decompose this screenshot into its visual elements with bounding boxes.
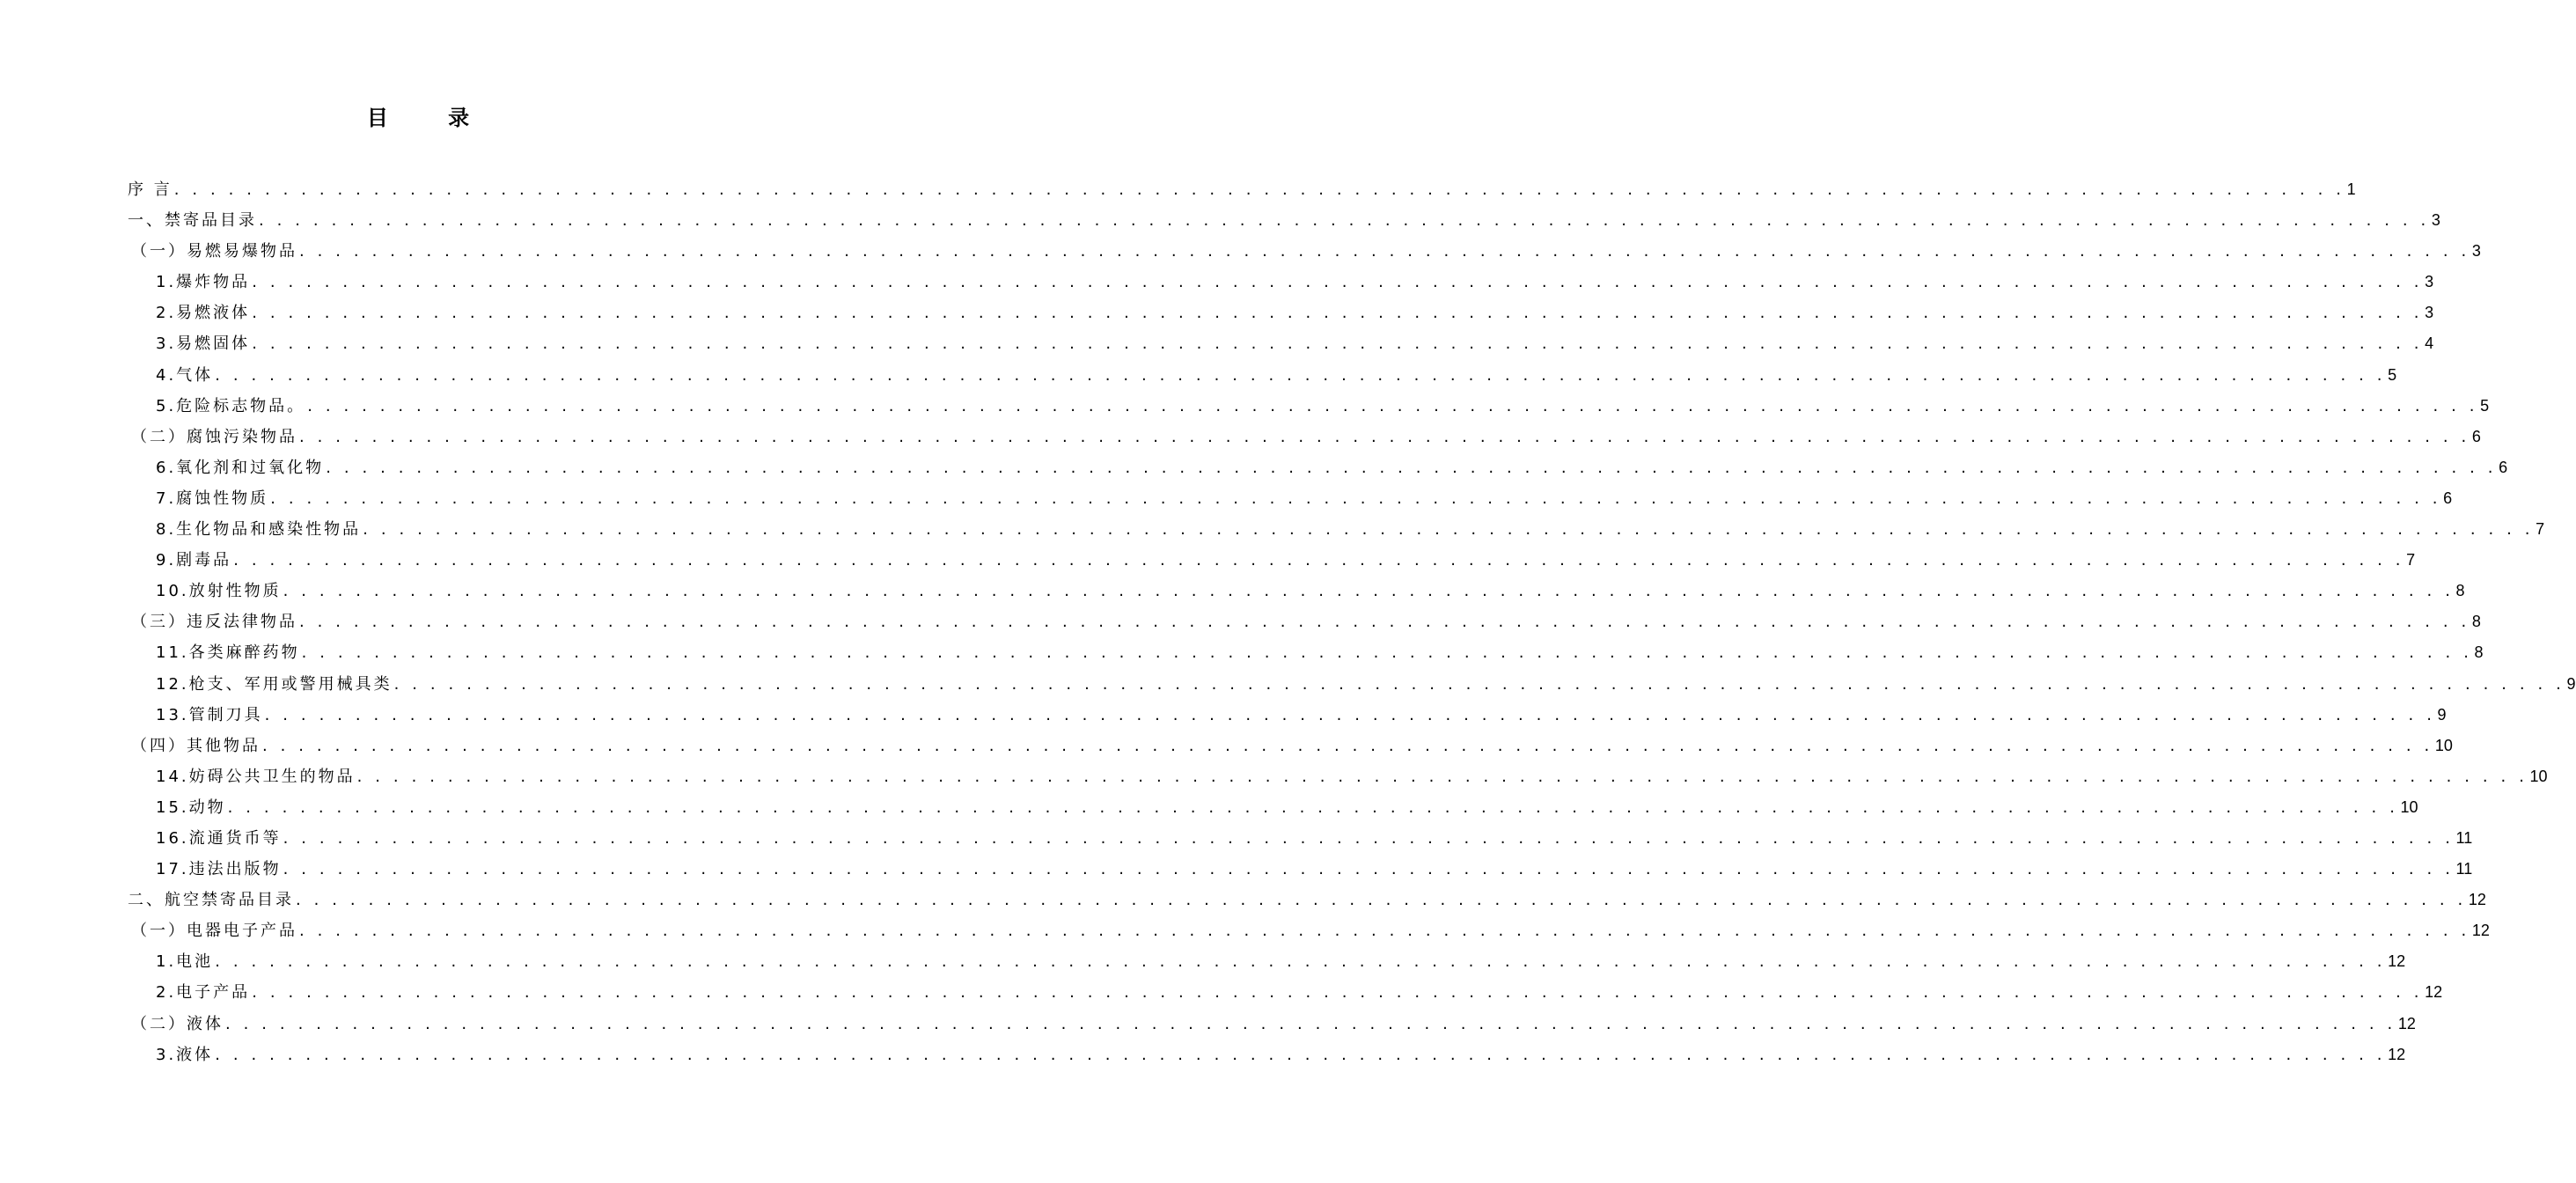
toc-entry-label: 2.电子产品	[156, 983, 251, 1003]
toc-entry-label: （三）违反法律物品	[131, 613, 297, 632]
toc-dot-leader: . . . . . . . . . . . . . . . . . . . . . . . . . . . . . . . . . . . . . . . . . . . . . . . . . . . . . . . . . . . . . . . . . . . . . . . . . . . . . . . . . . . . . . . . . . . . . . . . . . . . . . . . . . . . . . . . . . . . . . . .	[215, 1045, 2387, 1064]
toc-dot-leader: . . . . . . . . . . . . . . . . . . . . . . . . . . . . . . . . . . . . . . . . . . . . . . . . . . . . . . . . . . . . . . . . . . . . . . . . . . . . . . . . . . . . . . . . . . . . . . . . . . . . . . . . . . . . . . . . . . . . . . . .	[283, 582, 2455, 601]
toc-entry[interactable]	[128, 946, 2406, 977]
toc-page-number: 3	[2425, 273, 2434, 291]
toc-entry[interactable]	[128, 452, 2508, 483]
toc-entry[interactable]	[128, 1040, 2406, 1070]
toc-entry-label: （二）腐蚀污染物品	[131, 427, 297, 446]
toc-page-number: 11	[2455, 828, 2473, 847]
toc-dot-leader: . . . . . . . . . . . . . . . . . . . . . . . . . . . . . . . . . . . . . . . . . . . . . . . . . . . . . . . . . . . . . . . . . . . . . . . . . . . . . . . . . . . . . . . . . . . . . . . . . . . . . . . . . . . . . . . . . . . . . . . .	[299, 427, 2470, 446]
toc-page-number: 5	[2480, 396, 2490, 415]
toc-page-number: 9	[2437, 705, 2447, 724]
toc-dot-leader: . . . . . . . . . . . . . . . . . . . . . . . . . . . . . . . . . . . . . . . . . . . . . . . . . . . . . . . . . . . . . . . . . . . . . . . . . . . . . . . . . . . . . . . . . . . . . . . . . . . . . . . . . . . . . . . . . . . . . . . .	[326, 458, 2498, 477]
toc-entry-label: 7.腐蚀性物质	[156, 489, 269, 508]
toc-entry[interactable]	[128, 267, 2434, 298]
toc-entry[interactable]	[128, 422, 2481, 452]
toc-entry[interactable]	[128, 576, 2465, 606]
toc-entry-label: 6.氧化剂和过氧化物	[156, 458, 325, 477]
toc-entry-label: 9.剧毒品	[156, 551, 232, 570]
toc-entry[interactable]	[128, 328, 2434, 359]
toc-dot-leader: . . . . . . . . . . . . . . . . . . . . . . . . . . . . . . . . . . . . . . . . . . . . . . . . . . . . . . . . . . . . . . . . . . . . . . . . . . . . . . . . . . . . . . . . . . . . . . . . . . . . . . . . . . . . . . . . . . . . . . . .	[296, 891, 2467, 910]
toc-dot-leader: . . . . . . . . . . . . . . . . . . . . . . . . . . . . . . . . . . . . . . . . . . . . . . . . . . . . . . . . . . . . . . . . . . . . . . . . . . . . . . . . . . . . . . . . . . . . . . . . . . . . . . . . . . . . . . . . . . . . . . . .	[252, 334, 2424, 354]
toc-entry-label: 3.液体	[156, 1045, 214, 1064]
toc-page-number: 10	[2529, 767, 2548, 785]
toc-page-number: 3	[2471, 242, 2481, 261]
toc-dot-leader: . . . . . . . . . . . . . . . . . . . . . . . . . . . . . . . . . . . . . . . . . . . . . . . . . . . . . . . . . . . . . . . . . . . . . . . . . . . . . . . . . . . . . . . . . . . . . . . . . . . . . . . . . . . . . . . . . . . . . . . .	[215, 952, 2387, 972]
toc-entry-label: 17.违法出版物	[156, 860, 282, 879]
toc-dot-leader: . . . . . . . . . . . . . . . . . . . . . . . . . . . . . . . . . . . . . . . . . . . . . . . . . . . . . . . . . . . . . . . . . . . . . . . . . . . . . . . . . . . . . . . . . . . . . . . . . . . . . . . . . . . . . . . . . . . . . . . .	[227, 797, 2399, 817]
toc-page-number: 6	[2471, 427, 2481, 445]
toc-dot-leader: . . . . . . . . . . . . . . . . . . . . . . . . . . . . . . . . . . . . . . . . . . . . . . . . . . . . . . . . . . . . . . . . . . . . . . . . . . . . . . . . . . . . . . . . . . . . . . . . . . . . . . . . . . . . . . . . . . . . . . . .	[299, 613, 2470, 632]
toc-entry[interactable]	[128, 669, 2576, 700]
toc-entry-label: 16.流通货币等	[156, 828, 282, 848]
toc-entry-label: 5.危险标志物品。	[156, 396, 306, 415]
toc-dot-leader: . . . . . . . . . . . . . . . . . . . . . . . . . . . . . . . . . . . . . . . . . . . . . . . . . . . . . . . . . . . . . . . . . . . . . . . . . . . . . . . . . . . . . . . . . . . . . . . . . . . . . . . . . . . . . . . . . . . . . . . .	[252, 273, 2424, 292]
toc-page-number: 7	[2406, 551, 2416, 569]
toc-entry-label: 1.电池	[156, 952, 214, 972]
toc-page-number: 11	[2455, 860, 2473, 878]
toc-entry-label: 8.生化物品和感染性物品	[156, 520, 362, 540]
toc-entry-label: 1.爆炸物品	[156, 273, 251, 292]
toc-page-number: 4	[2425, 334, 2434, 353]
toc-page-number: 10	[2434, 736, 2453, 754]
toc-dot-leader: . . . . . . . . . . . . . . . . . . . . . . . . . . . . . . . . . . . . . . . . . . . . . . . . . . . . . . . . . . . . . . . . . . . . . . . . . . . . . . . . . . . . . . . . . . . . . . . . . . . . . . . . . . . . . . . . . . . . . . . .	[262, 736, 2433, 755]
toc-entry[interactable]	[128, 545, 2416, 576]
toc-entry-label: （四）其他物品	[131, 736, 261, 755]
toc-entry-label: 一、禁寄品目录	[128, 211, 257, 231]
toc-dot-leader: . . . . . . . . . . . . . . . . . . . . . . . . . . . . . . . . . . . . . . . . . . . . . . . . . . . . . . . . . . . . . . . . . . . . . . . . . . . . . . . . . . . . . . . . . . . . . . . . . . . . . . . . . . . . . . . . . . . . . . . .	[356, 767, 2528, 786]
toc-entry-label: （一）易燃易爆物品	[131, 242, 297, 261]
toc-dot-leader: . . . . . . . . . . . . . . . . . . . . . . . . . . . . . . . . . . . . . . . . . . . . . . . . . . . . . . . . . . . . . . . . . . . . . . . . . . . . . . . . . . . . . . . . . . . . . . . . . . . . . . . . . . . . . . . . . . . . . . . .	[283, 860, 2455, 879]
toc-page-number: 8	[2474, 643, 2484, 662]
toc-entry[interactable]	[128, 236, 2481, 267]
toc-entry[interactable]	[128, 1009, 2416, 1040]
toc-entry-label: 15.动物	[156, 797, 226, 817]
toc-dot-leader: . . . . . . . . . . . . . . . . . . . . . . . . . . . . . . . . . . . . . . . . . . . . . . . . . . . . . . . . . . . . . . . . . . . . . . . . . . . . . . . . . . . . . . . . . . . . . . . . . . . . . . . . . . . . . . . . . . . . . . . .	[307, 396, 2479, 415]
toc-entry-label: 2.易燃液体	[156, 304, 251, 323]
toc-entry-label: 13.管制刀具	[156, 705, 263, 724]
toc-page-number: 12	[2471, 922, 2490, 940]
toc-dot-leader: . . . . . . . . . . . . . . . . . . . . . . . . . . . . . . . . . . . . . . . . . . . . . . . . . . . . . . . . . . . . . . . . . . . . . . . . . . . . . . . . . . . . . . . . . . . . . . . . . . . . . . . . . . . . . . . . . . . . . . . .	[270, 489, 2442, 508]
table-of-contents	[128, 174, 2576, 1070]
toc-page-number: 3	[2425, 304, 2434, 322]
toc-dot-leader: . . . . . . . . . . . . . . . . . . . . . . . . . . . . . . . . . . . . . . . . . . . . . . . . . . . . . . . . . . . . . . . . . . . . . . . . . . . . . . . . . . . . . . . . . . . . . . . . . . . . . . . . . . . . . . . . . . . . . . . .	[225, 1014, 2396, 1033]
toc-entry[interactable]	[128, 915, 2490, 946]
toc-dot-leader: . . . . . . . . . . . . . . . . . . . . . . . . . . . . . . . . . . . . . . . . . . . . . . . . . . . . . . . . . . . . . . . . . . . . . . . . . . . . . . . . . . . . . . . . . . . . . . . . . . . . . . . . . . . . . . . . . . . . . . . .	[393, 674, 2565, 694]
toc-entry[interactable]	[128, 885, 2486, 915]
toc-page-number: 6	[2499, 458, 2508, 476]
toc-page-number: 10	[2400, 797, 2418, 816]
toc-entry-label: 3.易燃固体	[156, 334, 251, 354]
toc-entry[interactable]	[128, 792, 2418, 823]
toc-page-number: 1	[2346, 180, 2356, 198]
toc-entry-label: （二）液体	[131, 1014, 224, 1033]
toc-page-number: 12	[2388, 1045, 2406, 1063]
toc-entry-label: 二、航空禁寄品目录	[128, 891, 294, 910]
toc-entry-label: 11.各类麻醉药物	[156, 643, 300, 663]
toc-entry-label: 14.妨碍公共卫生的物品	[156, 767, 356, 786]
toc-entry-label: 序 言	[128, 180, 172, 199]
page-title: 目 录	[366, 106, 496, 130]
toc-page-number: 3	[2431, 211, 2440, 230]
toc-entry[interactable]	[128, 977, 2443, 1008]
toc-entry[interactable]	[128, 298, 2434, 328]
toc-entry-label: （一）电器电子产品	[131, 922, 297, 941]
toc-entry[interactable]	[128, 823, 2473, 854]
toc-entry[interactable]	[128, 731, 2453, 761]
toc-entry[interactable]	[128, 761, 2548, 792]
toc-dot-leader: . . . . . . . . . . . . . . . . . . . . . . . . . . . . . . . . . . . . . . . . . . . . . . . . . . . . . . . . . . . . . . . . . . . . . . . . . . . . . . . . . . . . . . . . . . . . . . . . . . . . . . . . . . . . . . . . . . . . . . . .	[215, 365, 2387, 385]
toc-entry[interactable]	[128, 606, 2481, 637]
toc-dot-leader: . . . . . . . . . . . . . . . . . . . . . . . . . . . . . . . . . . . . . . . . . . . . . . . . . . . . . . . . . . . . . . . . . . . . . . . . . . . . . . . . . . . . . . . . . . . . . . . . . . . . . . . . . . . . . . . . . . . . . . . .	[252, 304, 2424, 323]
toc-dot-leader: . . . . . . . . . . . . . . . . . . . . . . . . . . . . . . . . . . . . . . . . . . . . . . . . . . . . . . . . . . . . . . . . . . . . . . . . . . . . . . . . . . . . . . . . . . . . . . . . . . . . . . . . . . . . . . . . . . . . . . . .	[299, 922, 2470, 941]
toc-dot-leader: . . . . . . . . . . . . . . . . . . . . . . . . . . . . . . . . . . . . . . . . . . . . . . . . . . . . . . . . . . . . . . . . . . . . . . . . . . . . . . . . . . . . . . . . . . . . . . . . . . . . . . . . . . . . . . . . . . . . . . . .	[259, 211, 2430, 231]
toc-dot-leader: . . . . . . . . . . . . . . . . . . . . . . . . . . . . . . . . . . . . . . . . . . . . . . . . . . . . . . . . . . . . . . . . . . . . . . . . . . . . . . . . . . . . . . . . . . . . . . . . . . . . . . . . . . . . . . . . . . . . . . . .	[301, 643, 2473, 663]
toc-entry-label: 4.气体	[156, 365, 214, 385]
toc-entry[interactable]	[128, 514, 2545, 545]
toc-dot-leader: . . . . . . . . . . . . . . . . . . . . . . . . . . . . . . . . . . . . . . . . . . . . . . . . . . . . . . . . . . . . . . . . . . . . . . . . . . . . . . . . . . . . . . . . . . . . . . . . . . . . . . . . . . . . . . . . . . . . . . . .	[233, 551, 2405, 570]
toc-entry[interactable]	[128, 174, 2356, 205]
toc-page-number: 8	[2471, 613, 2481, 631]
toc-page-number: 12	[2468, 891, 2486, 909]
toc-page-number: 12	[2388, 952, 2406, 971]
toc-entry[interactable]	[128, 854, 2473, 885]
toc-entry[interactable]	[128, 483, 2453, 514]
toc-entry[interactable]	[128, 391, 2490, 422]
toc-page-number: 9	[2566, 674, 2576, 693]
toc-dot-leader: . . . . . . . . . . . . . . . . . . . . . . . . . . . . . . . . . . . . . . . . . . . . . . . . . . . . . . . . . . . . . . . . . . . . . . . . . . . . . . . . . . . . . . . . . . . . . . . . . . . . . . . . . . . . . . . . . . . . . . . .	[283, 828, 2455, 848]
toc-dot-leader: . . . . . . . . . . . . . . . . . . . . . . . . . . . . . . . . . . . . . . . . . . . . . . . . . . . . . . . . . . . . . . . . . . . . . . . . . . . . . . . . . . . . . . . . . . . . . . . . . . . . . . . . . . . . . . . . . . . . . . . .	[264, 705, 2436, 724]
toc-dot-leader: . . . . . . . . . . . . . . . . . . . . . . . . . . . . . . . . . . . . . . . . . . . . . . . . . . . . . . . . . . . . . . . . . . . . . . . . . . . . . . . . . . . . . . . . . . . . . . . . . . . . . . . . . . . . . . . . . . . . . . . .	[173, 180, 2345, 199]
toc-dot-leader: . . . . . . . . . . . . . . . . . . . . . . . . . . . . . . . . . . . . . . . . . . . . . . . . . . . . . . . . . . . . . . . . . . . . . . . . . . . . . . . . . . . . . . . . . . . . . . . . . . . . . . . . . . . . . . . . . . . . . . . .	[252, 983, 2424, 1003]
toc-dot-leader: . . . . . . . . . . . . . . . . . . . . . . . . . . . . . . . . . . . . . . . . . . . . . . . . . . . . . . . . . . . . . . . . . . . . . . . . . . . . . . . . . . . . . . . . . . . . . . . . . . . . . . . . . . . . . . . . . . . . . . . .	[363, 520, 2535, 540]
toc-page-number: 6	[2443, 489, 2453, 507]
toc-entry[interactable]	[128, 360, 2397, 391]
toc-entry-label: 12.枪支、军用或警用械具类	[156, 674, 393, 694]
toc-dot-leader: . . . . . . . . . . . . . . . . . . . . . . . . . . . . . . . . . . . . . . . . . . . . . . . . . . . . . . . . . . . . . . . . . . . . . . . . . . . . . . . . . . . . . . . . . . . . . . . . . . . . . . . . . . . . . . . . . . . . . . . .	[299, 242, 2470, 261]
toc-entry[interactable]	[128, 637, 2484, 668]
toc-entry-label: 10.放射性物质	[156, 582, 282, 601]
toc-page-number: 5	[2388, 365, 2397, 384]
toc-page-number: 7	[2536, 520, 2545, 539]
toc-page-number: 12	[2397, 1014, 2416, 1032]
toc-page-number: 12	[2425, 983, 2443, 1002]
toc-entry[interactable]	[128, 700, 2447, 731]
toc-page-number: 8	[2455, 582, 2465, 600]
toc-entry[interactable]	[128, 205, 2440, 236]
